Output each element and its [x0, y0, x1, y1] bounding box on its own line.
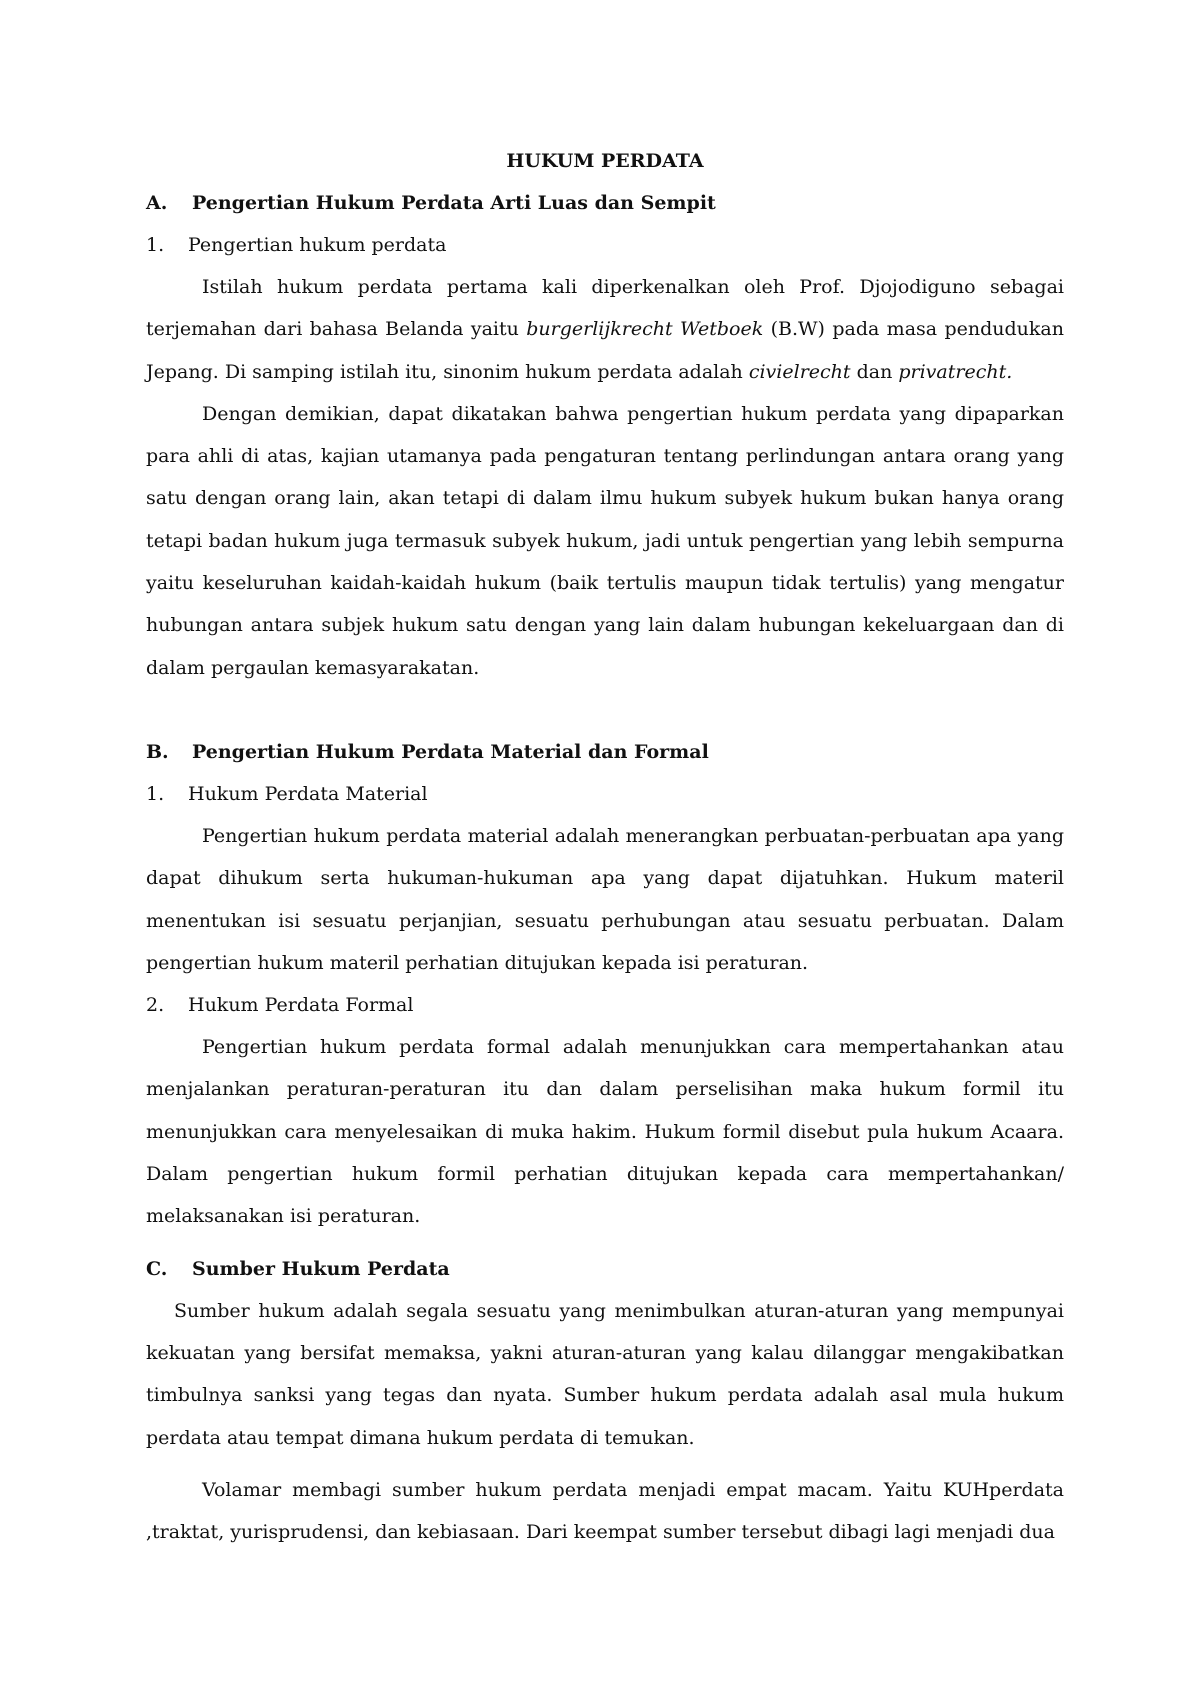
- section-a-heading: [146, 182, 1064, 224]
- section-b-label: B.: [146, 740, 169, 763]
- section-spacer: [146, 689, 1064, 731]
- section-a-paragraph-1-italic-3: privatrecht.: [898, 360, 1013, 383]
- section-spacer-small: [146, 1238, 1064, 1248]
- section-a-paragraph-1-text-2: (B.W) pada masa pendudukan Jepang. Di samping istilah itu, sinonim hukum perdata adalah: [146, 318, 1064, 383]
- section-b-item-2-number: 2.: [146, 994, 165, 1017]
- section-b-item-1-title: Hukum Perdata Material: [188, 782, 428, 805]
- section-c-paragraph-1: Sumber hukum adalah segala sesuatu yang menimbulkan aturan-aturan yang mempunyai kekuatan yang bersifat memaksa, yakni aturan-aturan yang kalau dilanggar mengakibatkan timbulnya sanksi yang tegas dan nyata. Sumber hukum perdata adalah asal mula hukum perdata atau tempat dimana hukum perdata di temukan.: [146, 1299, 1064, 1449]
- document-title: HUKUM PERDATA: [506, 150, 704, 172]
- section-a-item-1-heading: [146, 224, 1064, 266]
- section-a-label: A.: [146, 192, 168, 214]
- section-b-item-1-heading: [146, 773, 1064, 815]
- section-b-heading: [146, 731, 1064, 773]
- section-a-paragraph-1: [146, 266, 1064, 393]
- section-b-title: Pengertian Hukum Perdata Material dan Formal: [192, 740, 709, 763]
- section-a-item-1-title: Pengertian hukum perdata: [188, 234, 447, 256]
- section-b-paragraph-2: Pengertian hukum perdata formal adalah menunjukkan cara mempertahankan atau menjalankan peraturan-peraturan itu dan dalam perselisihan maka hukum formil itu menunjukkan cara menyelesaikan di muka hakim. Hukum formil disebut pula hukum Acaara. Dalam pengertian hukum formil perhatian ditujukan kepada cara mempertahankan/ melaksanakan isi peraturan.: [146, 1036, 1064, 1228]
- section-a-item-1-number: 1.: [146, 234, 165, 256]
- section-a-paragraph-1-text-1: Istilah hukum perdata pertama kali diperkenalkan oleh Prof. Djojodiguno sebagai terjemahan dari bahasa Belanda yaitu: [146, 276, 1064, 341]
- section-b-item-2-title: Hukum Perdata Formal: [188, 994, 414, 1017]
- section-a-title: Pengertian Hukum Perdata Arti Luas dan Sempit: [192, 192, 716, 214]
- section-c-heading: [146, 1248, 1064, 1290]
- section-b-item-2-heading: [146, 984, 1064, 1026]
- document-page: [146, 140, 1064, 1553]
- section-c-label: C.: [146, 1257, 168, 1280]
- section-spacer-small-2: [146, 1459, 1064, 1469]
- section-b-item-1-number: 1.: [146, 782, 165, 805]
- section-a-paragraph-1-italic-2: civielrecht: [748, 360, 851, 383]
- section-a-paragraph-1-text-3: dan: [850, 360, 899, 383]
- section-b-paragraph-1: Pengertian hukum perdata material adalah menerangkan perbuatan-perbuatan apa yang dapat dihukum serta hukuman-hukuman apa yang dapat dijatuhkan. Hukum materil menentukan isi sesuatu perjanjian, sesuatu perhubungan atau sesuatu perbuatan. Dalam pengertian hukum materil perhatian ditujukan kepada isi peraturan.: [146, 824, 1064, 974]
- section-a-paragraph-1-italic-1: burgerlijkrecht Wetboek: [526, 318, 764, 341]
- section-c-paragraph-2: Volamar membagi sumber hukum perdata menjadi empat macam. Yaitu KUHperdata ,traktat, yurisprudensi, dan kebiasaan. Dari keempat sumber tersebut dibagi lagi menjadi dua: [146, 1478, 1064, 1544]
- section-a-paragraph-2: Dengan demikian, dapat dikatakan bahwa pengertian hukum perdata yang dipaparkan para ahli di atas, kajian utamanya pada pengaturan tentang perlindungan antara orang yang satu dengan orang lain, akan tetapi di dalam ilmu hukum subyek hukum bukan hanya orang tetapi badan hukum juga termasuk subyek hukum, jadi untuk pengertian yang lebih sempurna yaitu keseluruhan kaidah-kaidah hukum (baik tertulis maupun tidak tertulis) yang mengatur hubungan antara subjek hukum satu dengan yang lain dalam hubungan kekeluargaan dan di dalam pergaulan kemasyarakatan.: [146, 402, 1064, 679]
- section-c-title: Sumber Hukum Perdata: [192, 1257, 450, 1280]
